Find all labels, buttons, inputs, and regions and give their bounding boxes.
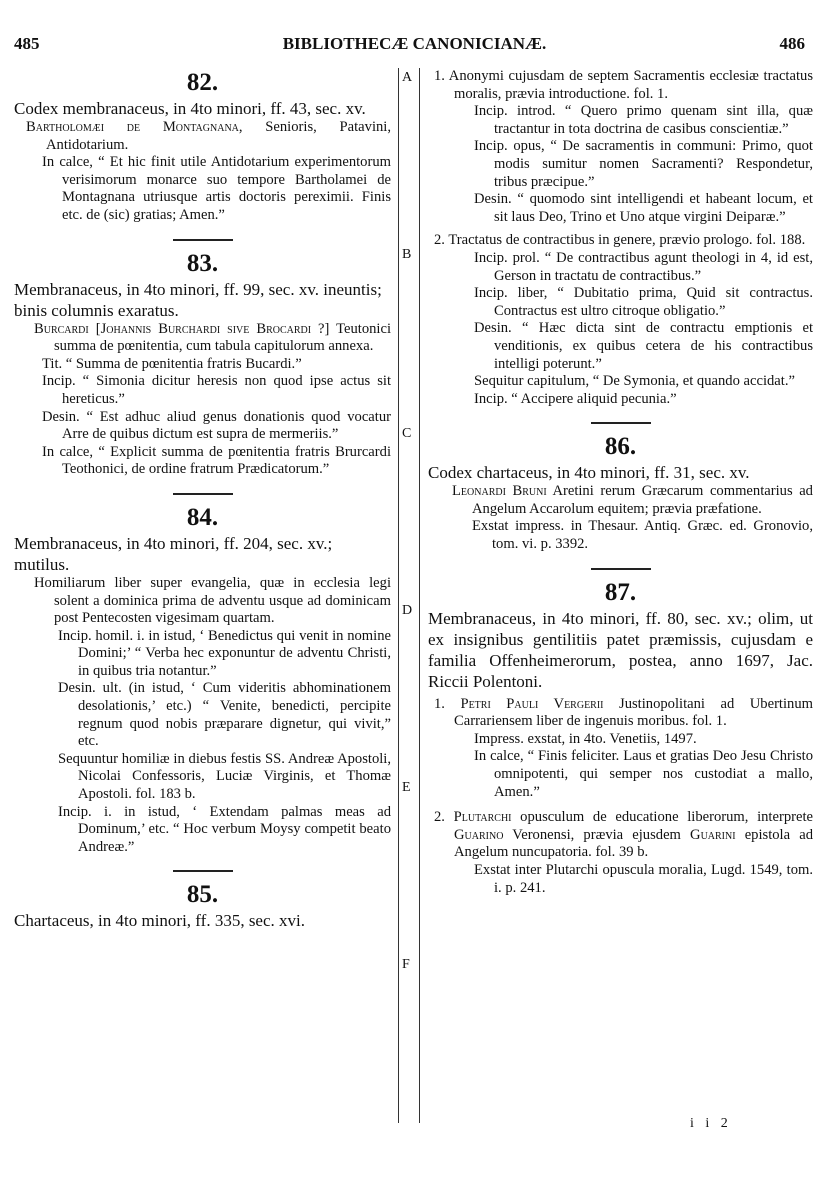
- entry-85-heading: Chartaceus, in 4to minori, ff. 335, sec. xvi.: [14, 911, 305, 931]
- separator: [173, 870, 233, 872]
- author-desc: Aretini rerum Græcarum commentarius ad Angelum Accarolum equitem; prævia præfatione.: [472, 483, 813, 517]
- translator-name: Guarini: [690, 826, 736, 843]
- entry-85-item-2-sequitur: Sequitur capitulum, “ De Symonia, et quando accidat.”: [474, 373, 795, 390]
- entry-84-heading: Membranaceus, in 4to minori, ff. 204, sec. xv.; mutilus.: [14, 533, 333, 574]
- entry-number-83: 83.: [186, 249, 219, 277]
- entry-85-item-2-prol: Incip. prol. “ De contractibus agunt theologi in 4, id est, Gerson in tractatu de contractibus.”: [474, 249, 813, 284]
- entry-86-author: [452, 483, 813, 518]
- item-desc: Veronensi, prævia ejusdem: [503, 826, 691, 843]
- author-name: Bartholomæi de Montagnana,: [26, 119, 243, 135]
- entry-84-incip: Incip. homil. i. in istud, ‘ Benedictus qui venit in nomine Domini;’ “ Verba hec exponuntur de adventu Christi, in quibus tria notantur.”: [58, 627, 391, 679]
- left-column: [14, 68, 391, 931]
- entry-84-desin: Desin. ult. (in istud, ‘ Cum videritis abhominationem desolationis,’ etc.) “ Venite, benedicti, percipite regnum quod nobis præparare dignetur, qui vivit,” etc.: [58, 680, 391, 750]
- entry-number-87: 87.: [604, 578, 637, 606]
- entry-87-item-1-impress: Impress. exstat, in 4to. Venetiis, 1497.: [474, 730, 697, 747]
- entry-87-item-2: [428, 809, 813, 862]
- entry-number-85: 85.: [186, 881, 219, 909]
- entry-84-sequuntur: Sequuntur homiliæ in diebus festis SS. Andreæ Apostoli, Nicolai Confessoris, Luciæ Virginis, et Thomæ Apostoli. fol. 183 b.: [58, 750, 391, 803]
- entry-84-desc: Homiliarum liber super evangelia, quæ in ecclesia legi solent a dominica prima de adventu usque ad dominicam post Pentecosten vigesimam quartam.: [34, 574, 391, 627]
- running-title: BIBLIOTHECÆ CANONICIANÆ.: [282, 34, 547, 53]
- entry-85-item-2-desin: Desin. “ Hæc dicta sint de contractu emptionis et venditionis, ex quibus cetera de his contractibus intelligi poterunt.”: [474, 320, 813, 372]
- item-desc: opusculum de educatione liberorum, interprete: [511, 809, 813, 826]
- entry-83-title: Tit. “ Summa de pœnitentia fratris Bucardi.”: [42, 355, 302, 372]
- separator: [591, 568, 651, 570]
- entry-86-heading: Codex chartaceus, in 4to minori, ff. 31, sec. xv.: [428, 463, 750, 483]
- page-number-right: 486: [779, 34, 805, 53]
- entry-87-item-1: [428, 696, 813, 731]
- signature-mark: i i 2: [690, 1116, 732, 1131]
- entry-82-heading: Codex membranaceus, in 4to minori, ff. 43, sec. xv.: [14, 99, 366, 118]
- margin-letter-a: A: [402, 70, 413, 85]
- author-name: Petri Pauli Vergerii: [460, 695, 604, 712]
- author-name: Leonardi Bruni: [452, 483, 547, 500]
- entry-number-86: 86.: [604, 433, 637, 461]
- entry-86-exstat: Exstat impress. in Thesaur. Antiq. Græc. ed. Gronovio, tom. vi. p. 3392.: [472, 518, 813, 553]
- entry-83-author: [34, 321, 391, 356]
- margin-letter-f: F: [402, 957, 410, 972]
- separator: [173, 239, 233, 241]
- entry-85-item-2-liber: Incip. liber, “ Dubitatio prima, Quid sit contractus. Contractus est ultro citroque obligatio.”: [474, 285, 813, 319]
- entry-number-84: 84.: [186, 503, 219, 531]
- entry-85-item-1-opus: Incip. opus, “ De sacramentis in communi: Primo, quot modis sumitur nomen Sacramenti? Respondetur, tribus præcipue.”: [474, 138, 813, 190]
- entry-84-incip2: Incip. i. in istud, ‘ Extendam palmas meas ad Dominum,’ etc. “ Hoc verbum Moysy competit beato Andreæ.”: [58, 803, 391, 855]
- entry-87-heading: Membranaceus, in 4to minori, ff. 80, sec. xv.; olim, ut ex insignibus gentilitiis patet præmissis, cujusdam e familia Offenheimerorum, postea, anno 1697, Jac. Riccii Polentoni.: [428, 608, 813, 691]
- author-desc: Senioris, Patavini, Antidotarium.: [46, 119, 391, 153]
- item-desc: Justinopolitani ad Ubertinum Carrariensem liber de ingenuis moribus. fol. 1.: [454, 695, 813, 730]
- item-desc: epistola ad Angelum nuncupatoria. fol. 39 b.: [454, 826, 813, 861]
- entry-85-item-1-desin: Desin. “ quomodo sint intelligendi et habeant locum, et sit laus Deo, Trino et Uno atque virgini Deiparæ.”: [474, 191, 813, 225]
- entry-85-item-1: 1. Anonymi cujusdam de septem Sacramentis ecclesiæ tractatus moralis, prævia introductione. fol. 1.: [434, 68, 813, 102]
- entry-number-82: 82.: [186, 69, 219, 96]
- entry-83-incip: Incip. “ Simonia dicitur heresis non quod ipse actus sit hereticus.”: [42, 373, 391, 407]
- entry-83-heading: Membranaceus, in 4to minori, ff. 99, sec. xv. ineuntis; binis columnis exaratus.: [14, 279, 382, 320]
- entry-82-author: [26, 119, 391, 154]
- author-name: Burcardi [Johannis Burchardi sive Brocardi ?]: [34, 320, 330, 337]
- margin-letter-c: C: [402, 426, 412, 441]
- page-number-left: 485: [14, 34, 40, 53]
- entry-87-item-1-incalce: In calce, “ Finis feliciter. Laus et gratias Deo Jesu Christo omnipotenti, qui semper nos custodiat a mallo, Amen.”: [474, 748, 813, 800]
- separator: [173, 493, 233, 495]
- translator-name: Guarino: [454, 826, 504, 843]
- author-name: Plutarchi: [453, 809, 512, 826]
- margin-letter-d: D: [402, 603, 413, 618]
- entry-85-item-2-incip: Incip. “ Accipere aliquid pecunia.”: [474, 390, 677, 407]
- separator: [591, 422, 651, 424]
- entry-83-incalce: In calce, “ Explicit summa de pœnitentia fratris Brurcardi Teothonici, de ordine fratrum Prædicatorum.”: [42, 443, 391, 478]
- column-rule-left: [398, 68, 399, 1123]
- item-number: 2.: [434, 809, 454, 826]
- margin-letter-b: B: [402, 247, 412, 262]
- right-column: [428, 68, 813, 897]
- entry-85-item-1-intro: Incip. introd. “ Quero primo quenam sint illa, quæ tractantur in tota doctrina de casibus conscientiæ.”: [474, 103, 813, 137]
- entry-87-item-2-exstat: Exstat inter Plutarchi opuscula moralia, Lugd. 1549, tom. i. p. 241.: [474, 862, 813, 896]
- entry-83-desin: Desin. “ Est adhuc aliud genus donationis quod vocatur Arre de quibus dictum est supra de mermeriis.”: [42, 408, 391, 443]
- item-number: 1.: [434, 695, 461, 712]
- margin-letter-e: E: [402, 780, 411, 795]
- entry-82-incalce: In calce, “ Et hic finit utile Antidotarium experimentorum verisimorum monarce suo tempore Bartholamei de Montagnana utriusque artis doctoris pereximii. Finis etc. de (sic) gratias; Amen.”: [42, 154, 391, 223]
- author-desc: Teutonici summa de pœnitentia, cum tabula capitulorum annexa.: [54, 320, 391, 355]
- entry-85-item-2: 2. Tractatus de contractibus in genere, prævio prologo. fol. 188.: [434, 232, 806, 249]
- column-rule-right: [419, 68, 420, 1123]
